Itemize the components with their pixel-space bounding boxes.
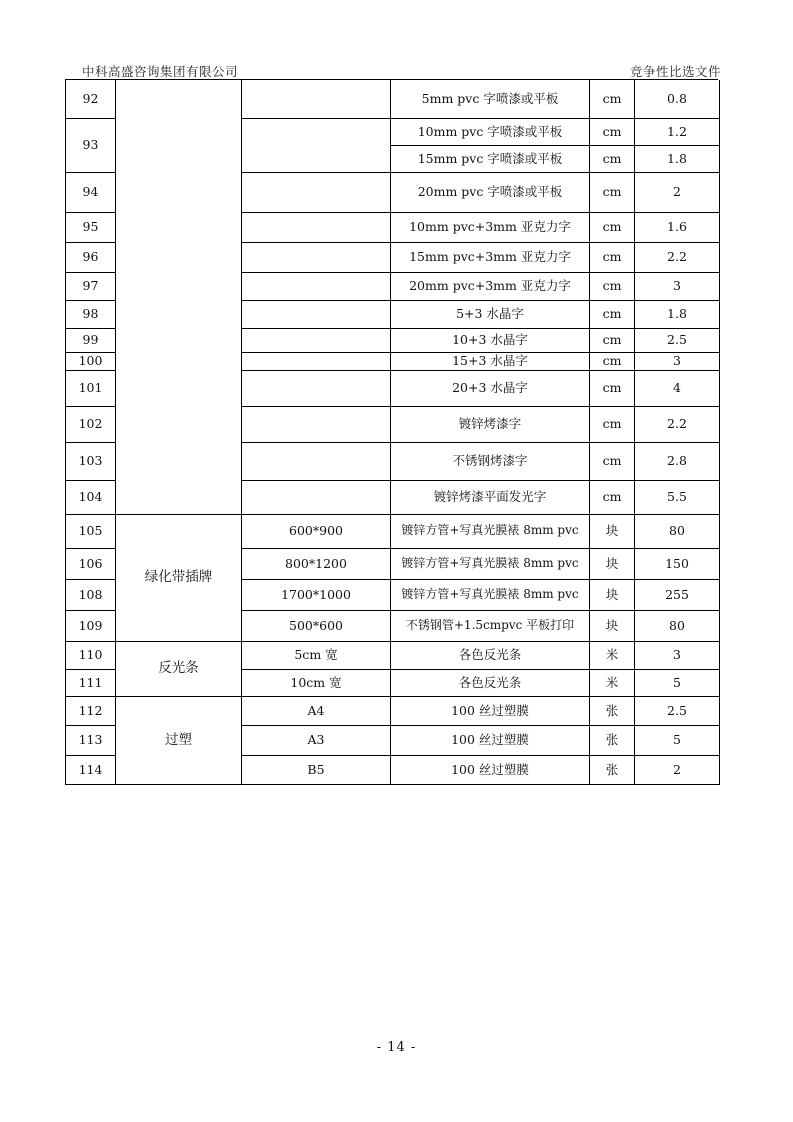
description-cell: 10mm pvc+3mm 亚克力字	[391, 212, 590, 242]
unit-cell: cm	[590, 145, 635, 172]
description-cell: 镀锌方管+写真光膜裱 8mm pvc	[391, 579, 590, 610]
spec-cell	[242, 352, 391, 370]
row-number: 110	[66, 641, 116, 669]
spec-cell	[242, 328, 391, 352]
spec-cell: 1700*1000	[242, 579, 391, 610]
value-cell: 2.5	[635, 328, 720, 352]
value-cell: 5	[635, 669, 720, 696]
row-number: 114	[66, 755, 116, 784]
row-number: 103	[66, 442, 116, 480]
description-cell: 100 丝过塑膜	[391, 725, 590, 755]
unit-cell: cm	[590, 300, 635, 328]
value-cell: 80	[635, 514, 720, 548]
row-number: 109	[66, 610, 116, 641]
row-number: 113	[66, 725, 116, 755]
table-row	[66, 696, 720, 725]
row-number: 104	[66, 480, 116, 514]
table-row	[66, 641, 720, 669]
value-cell: 0.8	[635, 80, 720, 118]
price-table	[65, 80, 720, 785]
unit-cell: cm	[590, 242, 635, 272]
description-cell: 5mm pvc 字喷漆或平板	[391, 80, 590, 118]
unit-cell: 张	[590, 755, 635, 784]
description-cell: 20mm pvc 字喷漆或平板	[391, 172, 590, 212]
description-cell: 镀锌方管+写真光膜裱 8mm pvc	[391, 514, 590, 548]
value-cell: 2.8	[635, 442, 720, 480]
description-cell: 不锈钢烤漆字	[391, 442, 590, 480]
value-cell: 1.2	[635, 118, 720, 145]
value-cell: 3	[635, 352, 720, 370]
value-cell: 3	[635, 272, 720, 300]
unit-cell: cm	[590, 172, 635, 212]
row-number: 94	[66, 172, 116, 212]
table-row	[66, 514, 720, 548]
value-cell: 80	[635, 610, 720, 641]
row-number: 100	[66, 352, 116, 370]
value-cell: 1.8	[635, 145, 720, 172]
unit-cell: cm	[590, 442, 635, 480]
value-cell: 3	[635, 641, 720, 669]
description-cell: 20+3 水晶字	[391, 370, 590, 406]
spec-cell: A4	[242, 696, 391, 725]
unit-cell: 块	[590, 514, 635, 548]
unit-cell: cm	[590, 118, 635, 145]
spec-cell	[242, 272, 391, 300]
value-cell: 5.5	[635, 480, 720, 514]
row-number: 101	[66, 370, 116, 406]
value-cell: 2.2	[635, 406, 720, 442]
value-cell: 2	[635, 172, 720, 212]
description-cell: 10+3 水晶字	[391, 328, 590, 352]
value-cell: 2	[635, 755, 720, 784]
description-cell: 镀锌烤漆平面发光字	[391, 480, 590, 514]
spec-cell	[242, 80, 391, 118]
row-number: 106	[66, 548, 116, 579]
row-number: 96	[66, 242, 116, 272]
spec-cell: 800*1200	[242, 548, 391, 579]
row-number: 102	[66, 406, 116, 442]
unit-cell: cm	[590, 480, 635, 514]
spec-cell: 10cm 宽	[242, 669, 391, 696]
unit-cell: 块	[590, 610, 635, 641]
unit-cell: cm	[590, 272, 635, 300]
description-cell: 镀锌烤漆字	[391, 406, 590, 442]
description-cell: 100 丝过塑膜	[391, 755, 590, 784]
value-cell: 1.6	[635, 212, 720, 242]
row-number: 99	[66, 328, 116, 352]
unit-cell: cm	[590, 352, 635, 370]
description-cell: 100 丝过塑膜	[391, 696, 590, 725]
table-row	[66, 80, 720, 118]
description-cell: 15+3 水晶字	[391, 352, 590, 370]
description-cell: 15mm pvc+3mm 亚克力字	[391, 242, 590, 272]
description-cell: 各色反光条	[391, 641, 590, 669]
value-cell: 5	[635, 725, 720, 755]
spec-cell	[242, 406, 391, 442]
category-cell: 绿化带插牌	[116, 514, 242, 641]
spec-cell	[242, 480, 391, 514]
description-cell: 10mm pvc 字喷漆或平板	[391, 118, 590, 145]
row-number: 95	[66, 212, 116, 242]
description-cell: 20mm pvc+3mm 亚克力字	[391, 272, 590, 300]
description-cell: 15mm pvc 字喷漆或平板	[391, 145, 590, 172]
spec-cell	[242, 442, 391, 480]
header-doc-title: 竞争性比选文件	[629, 64, 721, 79]
spec-cell: 600*900	[242, 514, 391, 548]
spec-cell	[242, 212, 391, 242]
unit-cell: 米	[590, 669, 635, 696]
category-cell: 过塑	[116, 696, 242, 784]
row-number: 93	[66, 118, 116, 172]
unit-cell: 块	[590, 548, 635, 579]
spec-cell	[242, 242, 391, 272]
row-number: 112	[66, 696, 116, 725]
unit-cell: cm	[590, 406, 635, 442]
spec-cell	[242, 172, 391, 212]
unit-cell: 张	[590, 725, 635, 755]
unit-cell: 块	[590, 579, 635, 610]
spec-cell: A3	[242, 725, 391, 755]
unit-cell: cm	[590, 80, 635, 118]
spec-cell: 500*600	[242, 610, 391, 641]
row-number: 97	[66, 272, 116, 300]
spec-cell	[242, 118, 391, 172]
row-number: 108	[66, 579, 116, 610]
description-cell: 5+3 水晶字	[391, 300, 590, 328]
spec-cell	[242, 370, 391, 406]
spec-cell: B5	[242, 755, 391, 784]
value-cell: 4	[635, 370, 720, 406]
value-cell: 2.2	[635, 242, 720, 272]
spec-cell: 5cm 宽	[242, 641, 391, 669]
unit-cell: cm	[590, 370, 635, 406]
description-cell: 各色反光条	[391, 669, 590, 696]
value-cell: 255	[635, 579, 720, 610]
description-cell: 镀锌方管+写真光膜裱 8mm pvc	[391, 548, 590, 579]
header-company: 中科高盛咨询集团有限公司	[82, 64, 239, 79]
row-number: 105	[66, 514, 116, 548]
row-number: 98	[66, 300, 116, 328]
category-cell: 反光条	[116, 641, 242, 696]
unit-cell: 张	[590, 696, 635, 725]
spec-cell	[242, 300, 391, 328]
row-number: 111	[66, 669, 116, 696]
value-cell: 2.5	[635, 696, 720, 725]
category-cell	[116, 80, 242, 514]
unit-cell: cm	[590, 212, 635, 242]
value-cell: 1.8	[635, 300, 720, 328]
row-number: 92	[66, 80, 116, 118]
description-cell: 不锈钢管+1.5cmpvc 平板打印	[391, 610, 590, 641]
page-number: - 14 -	[376, 1040, 417, 1055]
unit-cell: cm	[590, 328, 635, 352]
unit-cell: 米	[590, 641, 635, 669]
value-cell: 150	[635, 548, 720, 579]
